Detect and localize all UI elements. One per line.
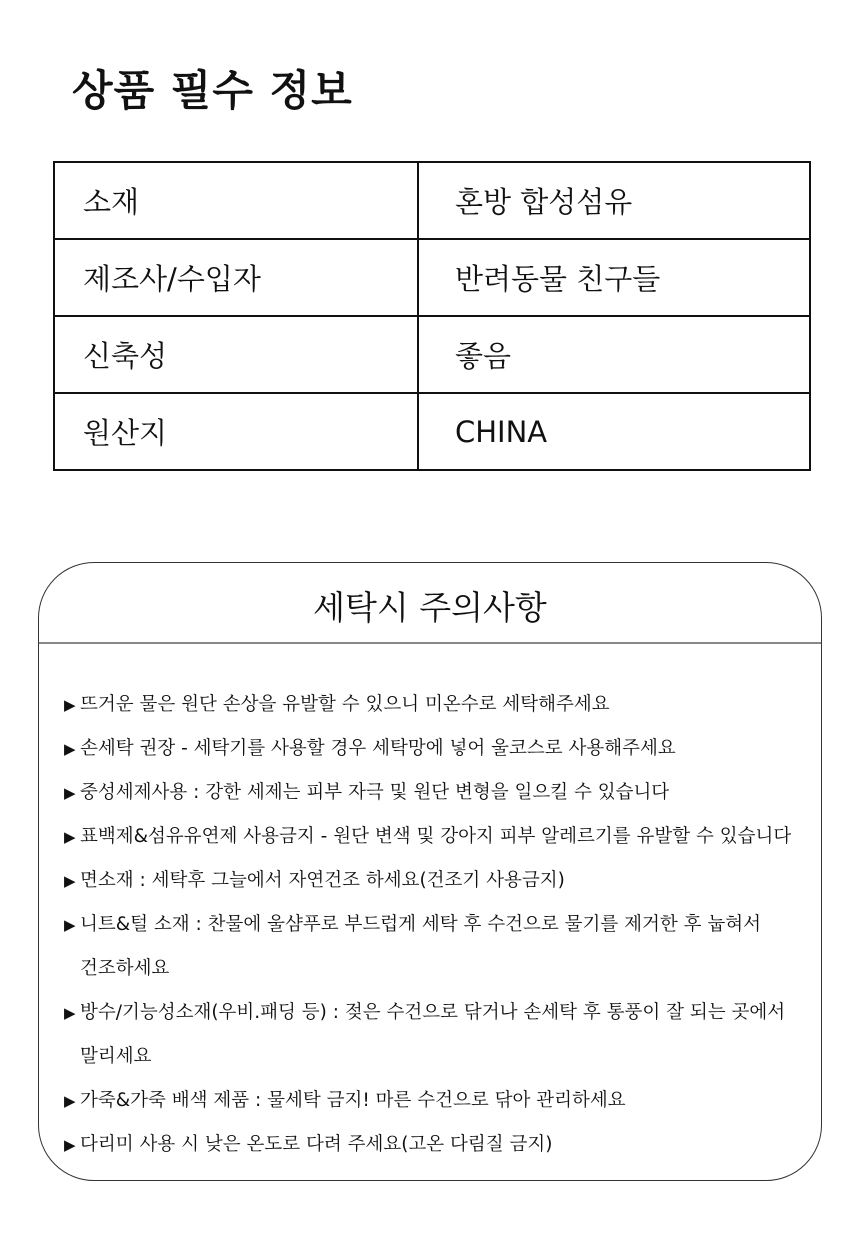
list-item	[64, 903, 821, 991]
row-value-manufacturer: 반려동물 친구들	[418, 239, 810, 316]
care-item-text: 표백제&섬유유연제 사용금지 - 원단 변색 및 강아지 피부 알레르기를 유발할 수 있습니다	[80, 826, 792, 847]
product-info-table	[53, 161, 811, 471]
triangle-bullet-icon: ▶	[64, 740, 76, 758]
care-item-text: 방수/기능성소재(우비.패딩 등) : 젖은 수건으로 닦거나 손세탁 후 통풍이 잘 되는 곳에서	[80, 1002, 786, 1023]
list-item	[64, 683, 821, 727]
row-label-manufacturer: 제조사/수입자	[54, 239, 418, 316]
care-item-text: 니트&털 소재 : 찬물에 울샴푸로 부드럽게 세탁 후 수건으로 물기를 제거한 후 눕혀서	[80, 914, 761, 935]
list-item	[64, 859, 821, 903]
row-value-origin: CHINA	[418, 393, 810, 470]
triangle-bullet-icon: ▶	[64, 1092, 76, 1110]
page-title: 상품 필수 정보	[72, 66, 353, 115]
washing-caution-list	[39, 644, 821, 1167]
care-item-text: 뜨거운 물은 원단 손상을 유발할 수 있으니 미온수로 세탁해주세요	[80, 694, 610, 715]
care-item-text: 면소재 : 세탁후 그늘에서 자연건조 하세요(건조기 사용금지)	[80, 870, 565, 891]
washing-caution-title: 세탁시 주의사항	[313, 588, 547, 627]
washing-caution-header	[39, 563, 821, 644]
table-row	[54, 393, 810, 470]
table-row	[54, 162, 810, 239]
triangle-bullet-icon: ▶	[64, 784, 76, 802]
triangle-bullet-icon: ▶	[64, 828, 76, 846]
washing-caution-box	[38, 562, 822, 1181]
triangle-bullet-icon: ▶	[64, 696, 76, 714]
care-item-text: 손세탁 권장 - 세탁기를 사용할 경우 세탁망에 넣어 울코스로 사용해주세요	[80, 738, 676, 759]
row-value-elasticity: 좋음	[418, 316, 810, 393]
triangle-bullet-icon: ▶	[64, 1004, 76, 1022]
care-item-text: 중성세제사용 : 강한 세제는 피부 자극 및 원단 변형을 일으킬 수 있습니다	[80, 782, 670, 803]
table-row	[54, 239, 810, 316]
list-item	[64, 727, 821, 771]
table-row	[54, 316, 810, 393]
care-item-text-continued: 건조하세요	[80, 958, 170, 979]
list-item	[64, 991, 821, 1079]
care-item-text: 가죽&가죽 배색 제품 : 물세탁 금지! 마른 수건으로 닦아 관리하세요	[80, 1090, 626, 1111]
row-value-material: 혼방 합성섬유	[418, 162, 810, 239]
list-item	[64, 815, 821, 859]
care-item-text-block	[80, 991, 785, 1079]
care-item-text-block	[80, 903, 761, 991]
list-item	[64, 1123, 821, 1167]
list-item	[64, 1079, 821, 1123]
row-label-origin: 원산지	[54, 393, 418, 470]
care-item-text: 다리미 사용 시 낮은 온도로 다려 주세요(고온 다림질 금지)	[80, 1134, 553, 1155]
triangle-bullet-icon: ▶	[64, 916, 76, 934]
list-item	[64, 771, 821, 815]
triangle-bullet-icon: ▶	[64, 1136, 76, 1154]
row-label-elasticity: 신축성	[54, 316, 418, 393]
care-item-text-continued: 말리세요	[80, 1046, 152, 1067]
triangle-bullet-icon: ▶	[64, 872, 76, 890]
row-label-material: 소재	[54, 162, 418, 239]
